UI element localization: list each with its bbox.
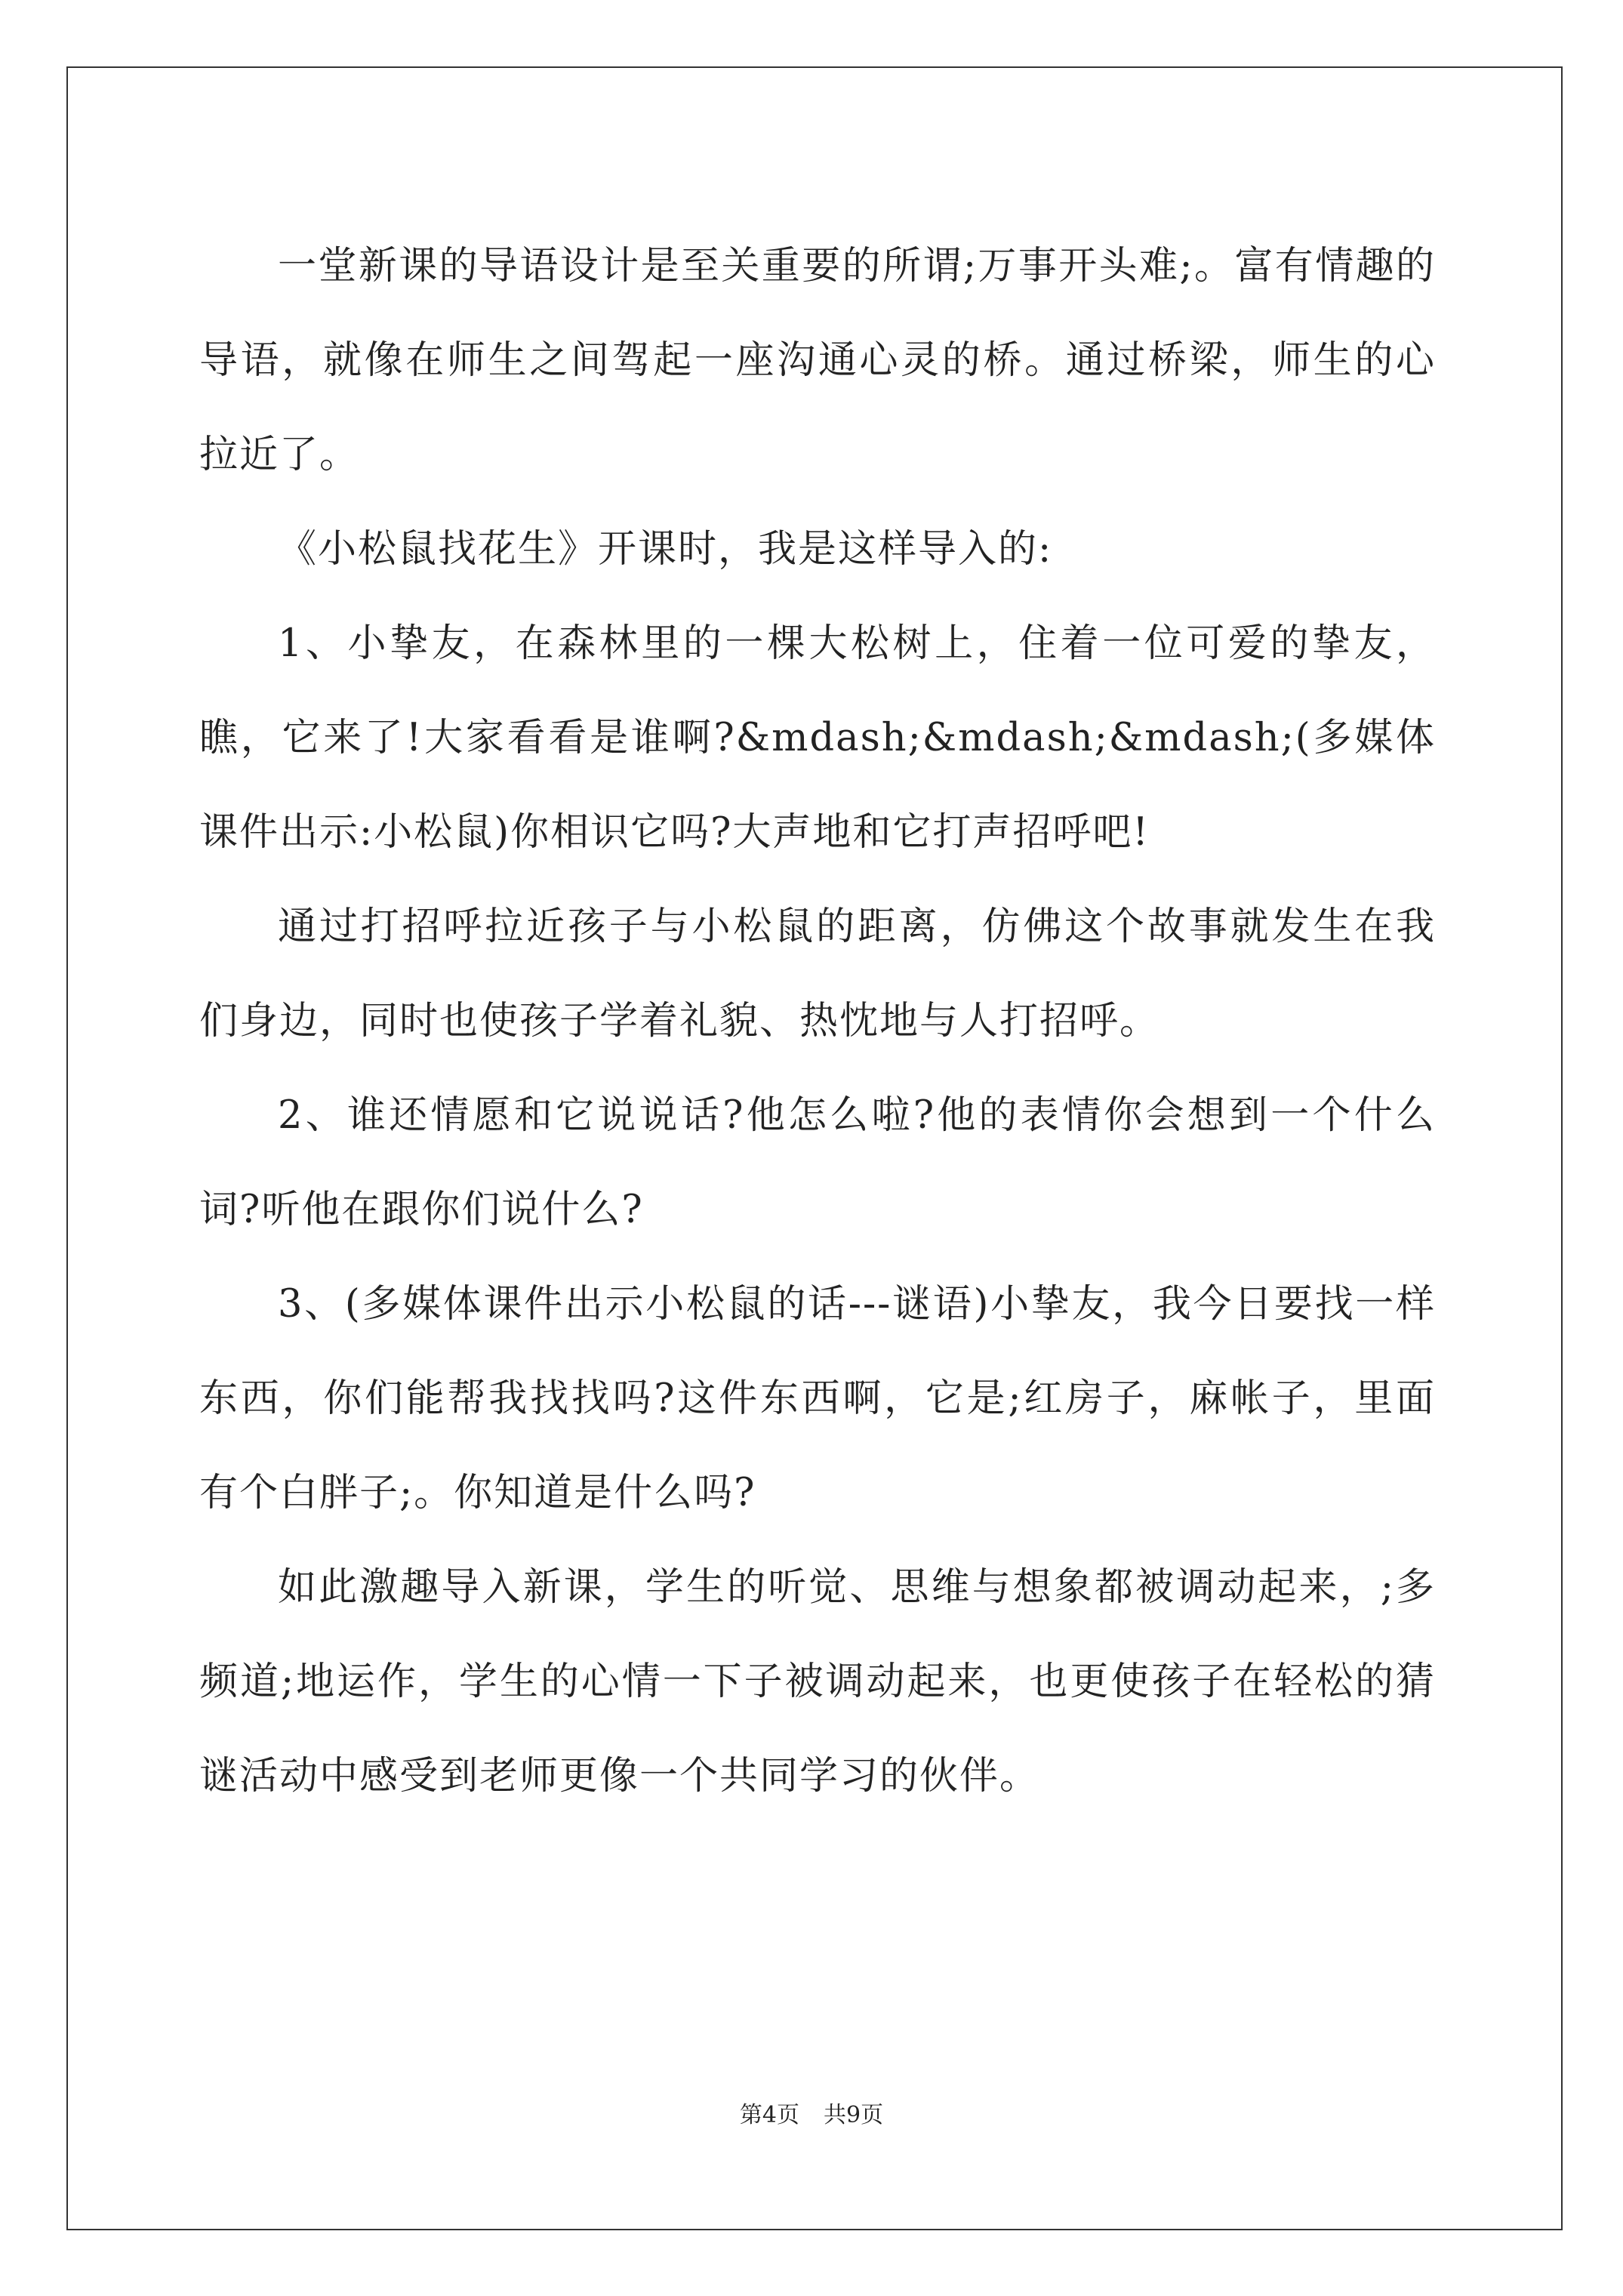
paragraph: 如此激趣导入新课，学生的听觉、思维与想象都被调动起来，;多频道;地运作，学生的心情一下子被调动起来，也更使孩子在轻松的猜谜活动中感受到老师更像一个共同学习的伙伴。 bbox=[199, 1565, 1436, 1798]
paragraph: 《小松鼠找花生》开课时，我是这样导入的: bbox=[278, 527, 1053, 572]
page-number: 第4页 bbox=[739, 2102, 799, 2128]
page-total: 共9页 bbox=[824, 2102, 884, 2128]
paragraph: 通过打招呼拉近孩子与小松鼠的距离，仿佛这个故事就发生在我们身边，同时也使孩子学着礼貌、热忱地与人打招呼。 bbox=[199, 905, 1436, 1043]
document-body bbox=[199, 219, 1436, 1823]
paragraph: 2、谁还情愿和它说说话?他怎么啦?他的表情你会想到一个什么词?听他在跟你们说什么? bbox=[199, 1093, 1436, 1232]
page-footer bbox=[0, 2100, 1623, 2131]
paragraph: 1、小挚友，在森林里的一棵大松树上，住着一位可爱的挚友，瞧，它来了!大家看看是谁啊?&mdash;&mdash;&mdash;(多媒体课件出示:小松鼠)你相识它吗?大声地和它打声招呼吧! bbox=[199, 621, 1436, 855]
paragraph: 一堂新课的导语设计是至关重要的所谓;万事开头难;。富有情趣的导语，就像在师生之间驾起一座沟通心灵的桥。通过桥梁，师生的心拉近了。 bbox=[199, 244, 1436, 477]
paragraph: 3、(多媒体课件出示小松鼠的话---谜语)小挚友，我今日要找一样东西，你们能帮我找找吗?这件东西啊，它是;红房子，麻帐子，里面有个白胖子;。你知道是什么吗? bbox=[199, 1282, 1436, 1515]
